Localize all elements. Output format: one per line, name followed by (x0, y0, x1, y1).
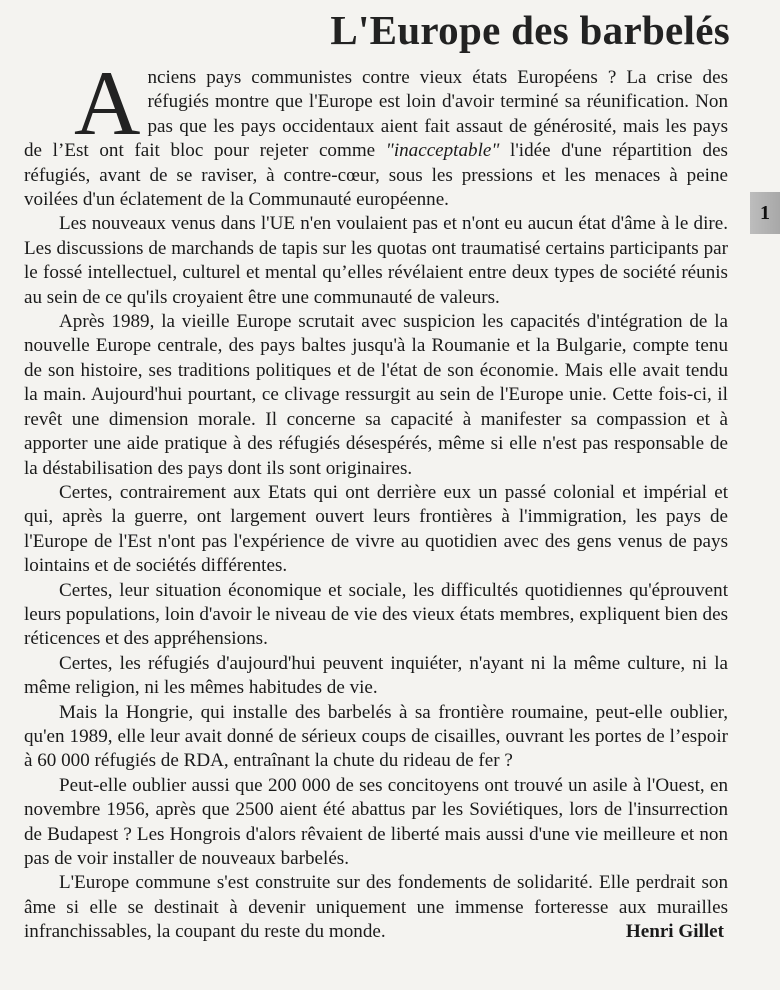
paragraph-2: Les nouveaux venus dans l'UE n'en voulaient pas et n'ont eu aucun état d'âme à le dire. Les discussions de marchands de tapis sur les quotas ont traumatisé certains participants par le fossé intellectuel, culturel et mental qu’elles révélaient entre deux types de société réunis au sein de ce qu'ils croyaient être une communauté de valeurs. (24, 213, 728, 308)
paragraph-3: Après 1989, la vieille Europe scrutait avec suspicion les capacités d'intégration de la nouvelle Europe centrale, des pays baltes jusqu'à la Roumanie et la Bulgarie, compte tenu de son histoire, ses traditions politiques et de l'état de son économie. Mais elle avait tendu la main. Aujourd'hui pourtant, ce clivage ressurgit au sein de l'Europe unie. Cette fois-ci, il revêt une dimension morale. Il concerne sa capacité à manifester sa compassion et à apporter une aide pratique à des réfugiés désespérés, même si elle n'est pas responsable de la déstabilisation des pays dont ils sont originaires. (24, 311, 728, 479)
paragraph-4: Certes, contrairement aux Etats qui ont derrière eux un passé colonial et impérial et qui, après la guerre, ont largement ouvert leurs frontières à l'immigration, les pays de l'Europe de l'Est n'ont pas l'expérience de vivre au quotidien avec des gens venus de pays lointains et de sociétés différentes. (24, 481, 728, 577)
paragraph-5: Certes, leur situation économique et sociale, les difficultés quotidiennes qu'éprouvent leurs populations, loin d'avoir le niveau de vie des vieux états membres, expliquent bien des réticences et des appréhensions. (24, 579, 728, 650)
drop-cap: A (74, 52, 141, 154)
paragraph-1 (24, 52, 728, 212)
article-body (24, 52, 728, 945)
paragraph-7: Mais la Hongrie, qui installe des barbelés à sa frontière roumaine, peut-elle oublier, qu'en 1989, elle leur avait donné de sérieux coups de cisailles, ouvrant les portes de l’espoir à 60 000 réfugiés de RDA, entraînant la chute du rideau de fer ? (24, 701, 728, 772)
quoted-term: "inacceptable" (385, 140, 500, 162)
paragraph-9 (24, 871, 728, 944)
paragraph-1-text: nciens pays communistes contre vieux états Européens ? La crise des réfugiés montre que l'Europe est loin d'avoir terminé sa réunification. Non pas que les pays occidentaux aient fait assaut de générosité, mais les pays de l’Est ont fait bloc pour rejeter comme (24, 67, 728, 162)
paragraph-1-text-end: l'idée d'une répartition des réfugiés, avant de se raviser, à contre-cœur, sous les pressions et les menaces à peine voilées d'un éclatement de la Communauté européenne. (24, 140, 728, 211)
author-signature: Henri Gillet (625, 921, 724, 943)
paragraph-6: Certes, les réfugiés d'aujourd'hui peuvent inquiéter, n'ayant ni la même culture, ni la même religion, ni les mêmes habitudes de vie. (24, 652, 728, 699)
article-title: L'Europe des barbelés (330, 7, 730, 53)
paragraph-8: Peut-elle oublier aussi que 200 000 de ses concitoyens ont trouvé un asile à l'Ouest, en novembre 1956, après que 2500 aient été abattus par les Soviétiques, lors de l'insurrection de Budapest ? Les Hongrois d'alors rêvaient de liberté mais aussi d'une vie meilleure et non pas de voir installer de nouveaux barbelés. (24, 774, 728, 869)
page-number-tab: 1 (750, 192, 780, 234)
paragraph-9-text: L'Europe commune s'est construite sur des fondements de solidarité. Elle perdrait son âme si elle se destinait à devenir uniquement une immense forteresse aux murailles infranchissables, la coupant du reste du monde. (24, 872, 728, 943)
